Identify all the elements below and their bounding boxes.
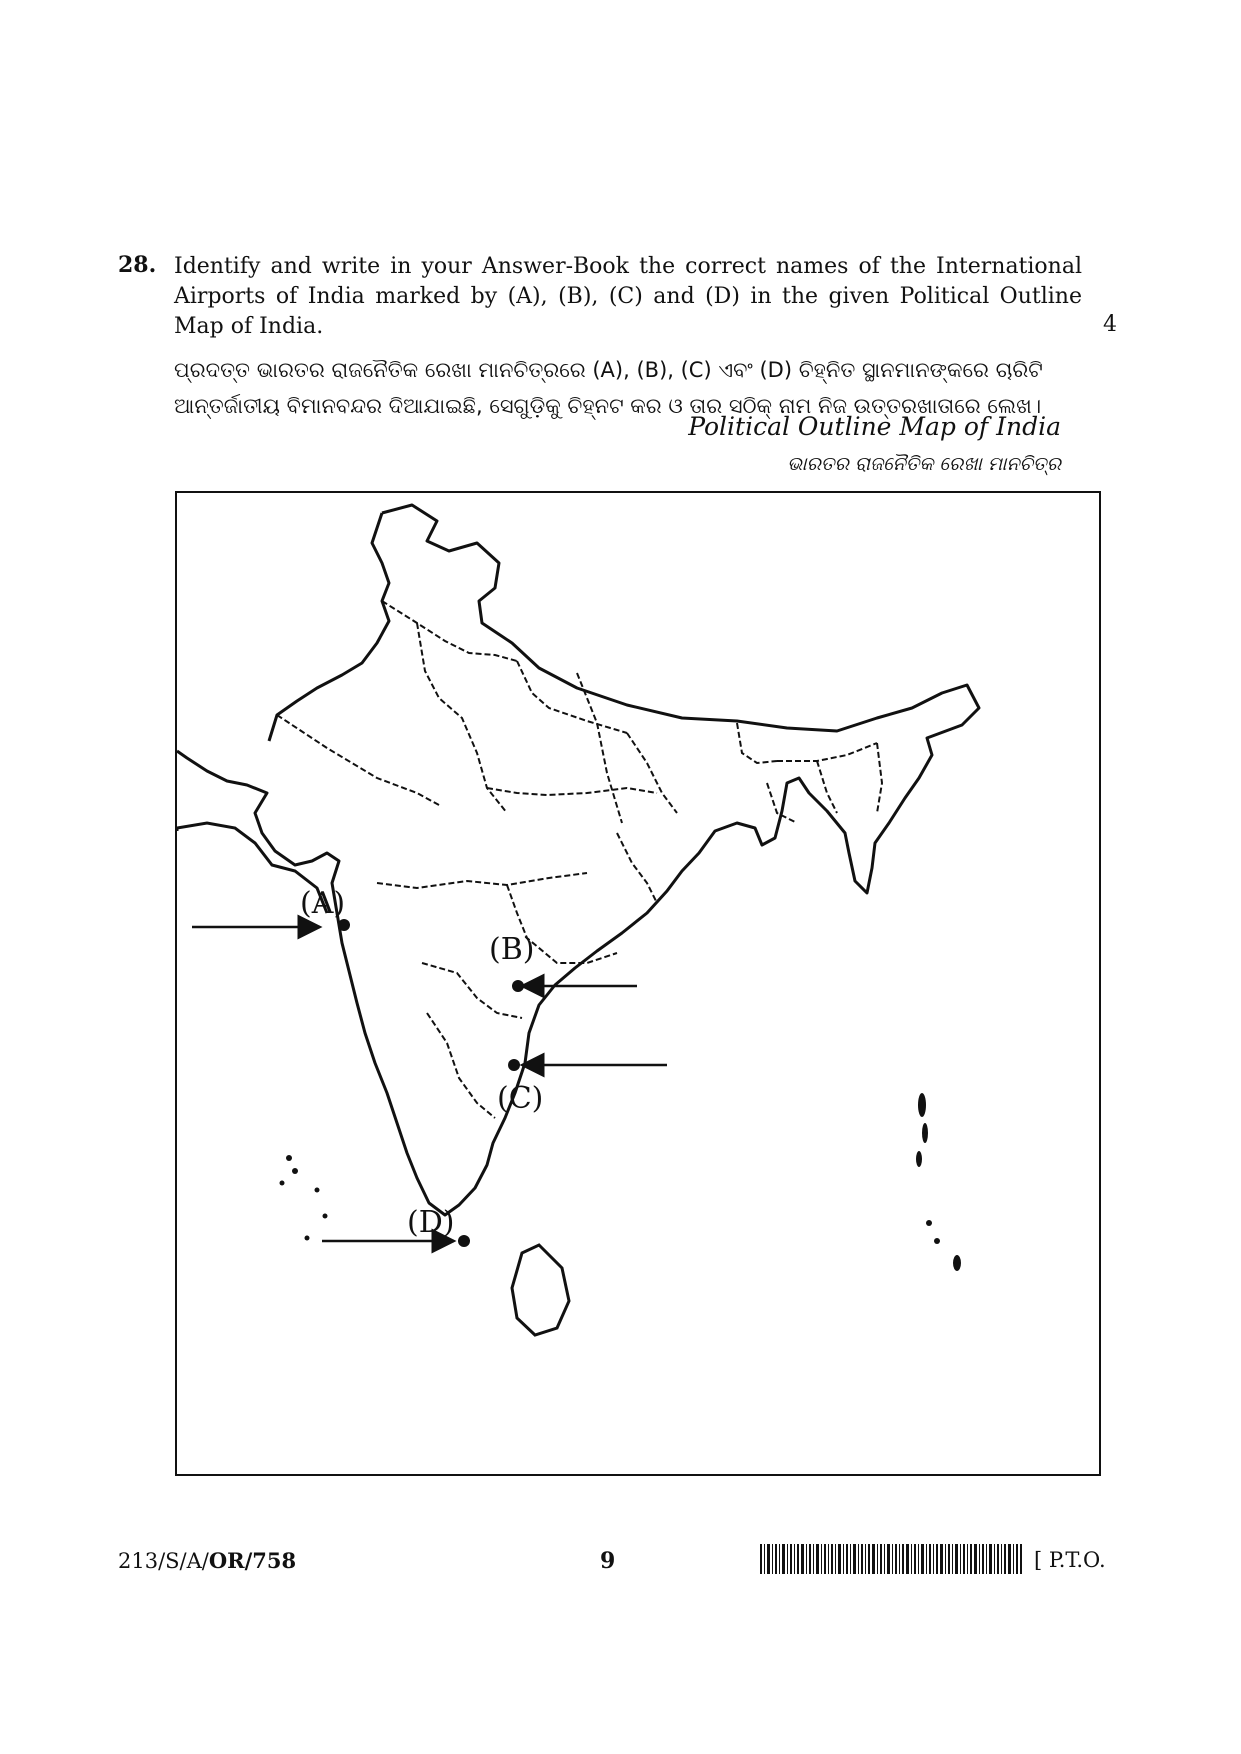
question-text-english: Identify and write in your Answer-Book the correct names of the International Airports of India marked by (A), (B), (C) and (D) in the given Political Outline Map of India. <box>174 254 1082 339</box>
andaman-nicobar-islands <box>916 1093 961 1271</box>
sri-lanka-outline <box>512 1245 569 1335</box>
marker-b-label: (B) <box>489 932 535 967</box>
paper-code-prefix: 213/S/A/ <box>118 1549 209 1573</box>
marker-a <box>192 886 350 931</box>
india-northwest-outline <box>177 513 389 831</box>
question-marks: 4 <box>1103 312 1117 337</box>
please-turn-over: [ P.T.O. <box>1034 1548 1106 1572</box>
india-outline-map <box>177 493 1101 1476</box>
map-frame <box>175 491 1101 1476</box>
map-title-english: Political Outline Map of India <box>688 412 1061 441</box>
page-number: 9 <box>600 1548 616 1574</box>
marker-d-dot <box>458 1235 470 1247</box>
india-mainland-outline <box>177 505 979 1215</box>
marker-a-label: (A) <box>300 886 346 921</box>
map-title-oriya: ଭାରତର ରାଜନୈତିକ ରେଖା ମାନଚିତ୍ର <box>787 453 1061 475</box>
barcode-graphic <box>760 1544 1022 1574</box>
marker-c-label: (C) <box>497 1081 544 1116</box>
paper-code <box>118 1548 296 1573</box>
lakshadweep-islands <box>280 1155 328 1241</box>
question-text-oriya-line2: ଆନ୍ତର୍ଜାତୀୟ ବିମାନବନ୍ଦର ଦିଆଯାଇଛି, ସେଗୁଡ଼ିକୁ ଚିହ୍ନଟ କର ଓ ତାର ସଠିକ୍ ନାମ ନିଜ ଉତ୍ତରଖାତାରେ ଲେଖ। <box>174 394 1042 418</box>
marker-d <box>322 1205 470 1247</box>
question-number: 28. <box>118 252 157 278</box>
marker-c-dot <box>508 1059 520 1071</box>
marker-b-dot <box>512 980 524 992</box>
paper-code-bold: OR/758 <box>208 1548 297 1573</box>
marker-d-label: (D) <box>407 1205 455 1240</box>
question-text-oriya-line1: ପ୍ରଦତ୍ତ ଭାରତର ରାଜନୈତିକ ରେଖା ମାନଚିତ୍ରରେ (A), (B), (C) ଏବଂ (D) ଚିହ୍ନିତ ସ୍ଥାନମାନଙ୍କରେ ଚାରିଟି <box>174 358 1043 382</box>
